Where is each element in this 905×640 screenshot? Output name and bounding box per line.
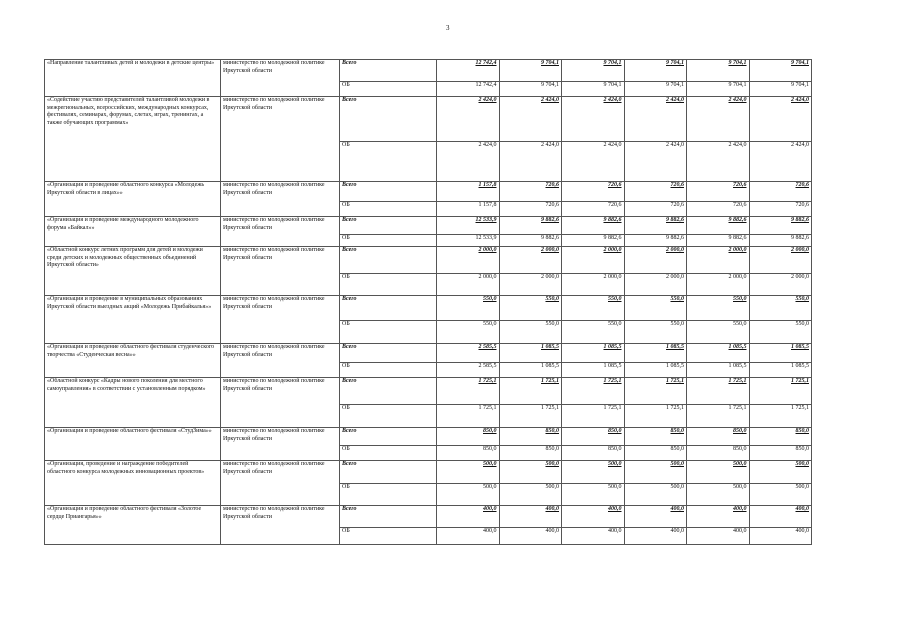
source-total-label: Всего [340, 217, 437, 235]
source-ob-label: ОБ [340, 405, 437, 428]
total-value-cell: 2 424,0 [687, 97, 750, 142]
ob-value-cell: 9 882,6 [624, 235, 687, 247]
ob-value-cell: 550,0 [562, 321, 625, 344]
ob-value-cell: 500,0 [562, 484, 625, 506]
total-value-cell: 720,6 [499, 182, 562, 202]
program-total-row [45, 247, 812, 274]
total-value-cell: 12 742,4 [437, 60, 500, 82]
total-value-cell: 400,0 [499, 506, 562, 528]
responsible-org: министерство по молодежной политике Иркутской области [221, 344, 340, 378]
ob-value-cell: 1 725,1 [437, 405, 500, 428]
ob-value-cell: 720,6 [624, 202, 687, 217]
source-total-label: Всего [340, 97, 437, 142]
total-value-cell: 1 085,5 [687, 344, 750, 363]
budget-table [44, 59, 812, 545]
total-value-cell: 500,0 [437, 461, 500, 484]
program-name: «Областной конкурс «Кадры нового поколения для местного самоуправления» в соответствии с установленным порядком» [45, 378, 221, 428]
ob-value-cell: 9 704,1 [687, 82, 750, 97]
total-value-cell: 2 000,0 [624, 247, 687, 274]
ob-value-cell: 2 000,0 [687, 274, 750, 296]
source-ob-label: ОБ [340, 202, 437, 217]
ob-value-cell: 500,0 [624, 484, 687, 506]
ob-value-cell: 9 704,1 [562, 82, 625, 97]
total-value-cell: 850,0 [499, 428, 562, 446]
ob-value-cell: 550,0 [624, 321, 687, 344]
ob-value-cell: 850,0 [437, 446, 500, 461]
ob-value-cell: 1 085,5 [749, 363, 812, 378]
total-value-cell: 9 704,1 [562, 60, 625, 82]
total-value-cell: 850,0 [624, 428, 687, 446]
source-ob-label: ОБ [340, 321, 437, 344]
ob-value-cell: 720,6 [562, 202, 625, 217]
source-ob-label: ОБ [340, 142, 437, 182]
ob-value-cell: 850,0 [687, 446, 750, 461]
ob-value-cell: 500,0 [499, 484, 562, 506]
ob-value-cell: 2 585,5 [437, 363, 500, 378]
ob-value-cell: 1 725,1 [687, 405, 750, 428]
total-value-cell: 2 000,0 [749, 247, 812, 274]
ob-value-cell: 720,6 [687, 202, 750, 217]
total-value-cell: 9 704,1 [687, 60, 750, 82]
ob-value-cell: 400,0 [499, 528, 562, 545]
responsible-org: министерство по молодежной политике Иркутской области [221, 60, 340, 97]
total-value-cell: 1 157,8 [437, 182, 500, 202]
total-value-cell: 400,0 [687, 506, 750, 528]
source-ob-label: ОБ [340, 235, 437, 247]
ob-value-cell: 500,0 [437, 484, 500, 506]
ob-value-cell: 720,6 [499, 202, 562, 217]
budget-table-body [45, 60, 812, 545]
total-value-cell: 1 725,1 [687, 378, 750, 405]
total-value-cell: 2 585,5 [437, 344, 500, 363]
total-value-cell: 500,0 [562, 461, 625, 484]
ob-value-cell: 1 725,1 [749, 405, 812, 428]
ob-value-cell: 550,0 [687, 321, 750, 344]
responsible-org: министерство по молодежной политике Иркутской области [221, 506, 340, 545]
program-total-row [45, 344, 812, 363]
program-name: «Организация и проведение областного фестиваля студенческого творчества «Студенческая весна»» [45, 344, 221, 378]
total-value-cell: 400,0 [624, 506, 687, 528]
ob-value-cell: 2 424,0 [687, 142, 750, 182]
ob-value-cell: 12 533,9 [437, 235, 500, 247]
ob-value-cell: 12 742,4 [437, 82, 500, 97]
total-value-cell: 550,0 [624, 296, 687, 321]
ob-value-cell: 9 704,1 [624, 82, 687, 97]
ob-value-cell: 2 424,0 [499, 142, 562, 182]
total-value-cell: 720,6 [624, 182, 687, 202]
ob-value-cell: 2 000,0 [624, 274, 687, 296]
program-name: «Содействие участию представителей талантливой молодежи в межрегиональных, всероссийских, международных конкурсах, фестивалях, семинарах, форумах, слетах, играх, тренингах, а также обучающих программах» [45, 97, 221, 182]
total-value-cell: 400,0 [749, 506, 812, 528]
source-total-label: Всего [340, 378, 437, 405]
source-total-label: Всего [340, 247, 437, 274]
ob-value-cell: 1 085,5 [687, 363, 750, 378]
ob-value-cell: 400,0 [437, 528, 500, 545]
program-total-row [45, 97, 812, 142]
total-value-cell: 2 424,0 [499, 97, 562, 142]
total-value-cell: 550,0 [562, 296, 625, 321]
total-value-cell: 400,0 [562, 506, 625, 528]
program-total-row [45, 296, 812, 321]
total-value-cell: 9 882,6 [499, 217, 562, 235]
ob-value-cell: 9 882,6 [562, 235, 625, 247]
source-ob-label: ОБ [340, 82, 437, 97]
program-total-row [45, 60, 812, 82]
page-number: 3 [446, 24, 450, 32]
source-ob-label: ОБ [340, 363, 437, 378]
total-value-cell: 9 704,1 [499, 60, 562, 82]
ob-value-cell: 9 882,6 [687, 235, 750, 247]
program-name: «Организация, проведение и награждение победителей областного конкурса молодежных инновационных проектов» [45, 461, 221, 506]
total-value-cell: 1 085,5 [624, 344, 687, 363]
responsible-org: министерство по молодежной политике Иркутской области [221, 97, 340, 182]
total-value-cell: 500,0 [749, 461, 812, 484]
total-value-cell: 550,0 [749, 296, 812, 321]
ob-value-cell: 1 725,1 [562, 405, 625, 428]
program-total-row [45, 428, 812, 446]
total-value-cell: 1 725,1 [749, 378, 812, 405]
total-value-cell: 550,0 [499, 296, 562, 321]
program-name: «Направление талантливых детей и молодежи в детские центры» [45, 60, 221, 97]
total-value-cell: 550,0 [687, 296, 750, 321]
program-name: «Областной конкурс летних программ для детей и молодежи среди детских и молодежных общественных объединений Иркутской области» [45, 247, 221, 296]
ob-value-cell: 1 085,5 [562, 363, 625, 378]
ob-value-cell: 850,0 [624, 446, 687, 461]
source-total-label: Всего [340, 60, 437, 82]
total-value-cell: 12 533,9 [437, 217, 500, 235]
ob-value-cell: 550,0 [499, 321, 562, 344]
ob-value-cell: 2 000,0 [499, 274, 562, 296]
program-total-row [45, 461, 812, 484]
ob-value-cell: 500,0 [687, 484, 750, 506]
ob-value-cell: 2 424,0 [624, 142, 687, 182]
ob-value-cell: 850,0 [749, 446, 812, 461]
ob-value-cell: 400,0 [562, 528, 625, 545]
program-name: «Организация и проведение областного фестиваля «Золотое сердце Приангарья»» [45, 506, 221, 545]
ob-value-cell: 2 424,0 [562, 142, 625, 182]
total-value-cell: 1 085,5 [562, 344, 625, 363]
total-value-cell: 500,0 [624, 461, 687, 484]
ob-value-cell: 1 725,1 [499, 405, 562, 428]
ob-value-cell: 2 000,0 [562, 274, 625, 296]
source-total-label: Всего [340, 506, 437, 528]
total-value-cell: 400,0 [437, 506, 500, 528]
ob-value-cell: 9 704,1 [499, 82, 562, 97]
ob-value-cell: 400,0 [687, 528, 750, 545]
total-value-cell: 850,0 [749, 428, 812, 446]
total-value-cell: 2 424,0 [749, 97, 812, 142]
total-value-cell: 1 725,1 [437, 378, 500, 405]
total-value-cell: 2 000,0 [499, 247, 562, 274]
ob-value-cell: 9 704,1 [749, 82, 812, 97]
program-name: «Организация и проведение областного фестиваля «СтудЗима»» [45, 428, 221, 461]
total-value-cell: 720,6 [687, 182, 750, 202]
total-value-cell: 550,0 [437, 296, 500, 321]
program-total-row [45, 506, 812, 528]
source-ob-label: ОБ [340, 484, 437, 506]
ob-value-cell: 2 000,0 [749, 274, 812, 296]
responsible-org: министерство по молодежной политике Иркутской области [221, 217, 340, 247]
total-value-cell: 9 882,6 [562, 217, 625, 235]
source-total-label: Всего [340, 182, 437, 202]
total-value-cell: 1 725,1 [562, 378, 625, 405]
ob-value-cell: 720,6 [749, 202, 812, 217]
source-total-label: Всего [340, 428, 437, 446]
total-value-cell: 9 882,6 [687, 217, 750, 235]
program-total-row [45, 217, 812, 235]
program-name: «Организация и проведение в муниципальных образованиях Иркутской области выездных акций «Молодежь Прибайкалья»» [45, 296, 221, 344]
ob-value-cell: 550,0 [437, 321, 500, 344]
total-value-cell: 720,6 [562, 182, 625, 202]
ob-value-cell: 400,0 [749, 528, 812, 545]
total-value-cell: 1 725,1 [499, 378, 562, 405]
source-ob-label: ОБ [340, 528, 437, 545]
total-value-cell: 720,6 [749, 182, 812, 202]
total-value-cell: 500,0 [687, 461, 750, 484]
ob-value-cell: 550,0 [749, 321, 812, 344]
total-value-cell: 2 424,0 [437, 97, 500, 142]
source-ob-label: ОБ [340, 274, 437, 296]
responsible-org: министерство по молодежной политике Иркутской области [221, 428, 340, 461]
total-value-cell: 2 000,0 [687, 247, 750, 274]
total-value-cell: 9 704,1 [624, 60, 687, 82]
ob-value-cell: 9 882,6 [499, 235, 562, 247]
responsible-org: министерство по молодежной политике Иркутской области [221, 461, 340, 506]
total-value-cell: 1 725,1 [624, 378, 687, 405]
responsible-org: министерство по молодежной политике Иркутской области [221, 296, 340, 344]
ob-value-cell: 2 424,0 [437, 142, 500, 182]
total-value-cell: 850,0 [562, 428, 625, 446]
source-total-label: Всего [340, 344, 437, 363]
program-name: «Организация и проведение международного молодежного форума «Байкал»» [45, 217, 221, 247]
responsible-org: министерство по молодежной политике Иркутской области [221, 378, 340, 428]
total-value-cell: 1 085,5 [499, 344, 562, 363]
total-value-cell: 2 000,0 [437, 247, 500, 274]
total-value-cell: 9 882,6 [749, 217, 812, 235]
source-total-label: Всего [340, 296, 437, 321]
ob-value-cell: 400,0 [624, 528, 687, 545]
total-value-cell: 9 882,6 [624, 217, 687, 235]
total-value-cell: 9 704,1 [749, 60, 812, 82]
program-name: «Организация и проведение областного конкурса «Молодежь Иркутской области в лицах»» [45, 182, 221, 217]
total-value-cell: 1 085,5 [749, 344, 812, 363]
total-value-cell: 2 424,0 [624, 97, 687, 142]
total-value-cell: 850,0 [437, 428, 500, 446]
source-ob-label: ОБ [340, 446, 437, 461]
total-value-cell: 850,0 [687, 428, 750, 446]
total-value-cell: 500,0 [499, 461, 562, 484]
ob-value-cell: 1 085,5 [499, 363, 562, 378]
total-value-cell: 2 000,0 [562, 247, 625, 274]
ob-value-cell: 500,0 [749, 484, 812, 506]
ob-value-cell: 850,0 [499, 446, 562, 461]
program-total-row [45, 378, 812, 405]
responsible-org: министерство по молодежной политике Иркутской области [221, 247, 340, 296]
responsible-org: министерство по молодежной политике Иркутской области [221, 182, 340, 217]
ob-value-cell: 2 424,0 [749, 142, 812, 182]
ob-value-cell: 1 725,1 [624, 405, 687, 428]
ob-value-cell: 9 882,6 [749, 235, 812, 247]
total-value-cell: 2 424,0 [562, 97, 625, 142]
program-total-row [45, 182, 812, 202]
ob-value-cell: 1 157,8 [437, 202, 500, 217]
ob-value-cell: 1 085,5 [624, 363, 687, 378]
ob-value-cell: 850,0 [562, 446, 625, 461]
ob-value-cell: 2 000,0 [437, 274, 500, 296]
source-total-label: Всего [340, 461, 437, 484]
